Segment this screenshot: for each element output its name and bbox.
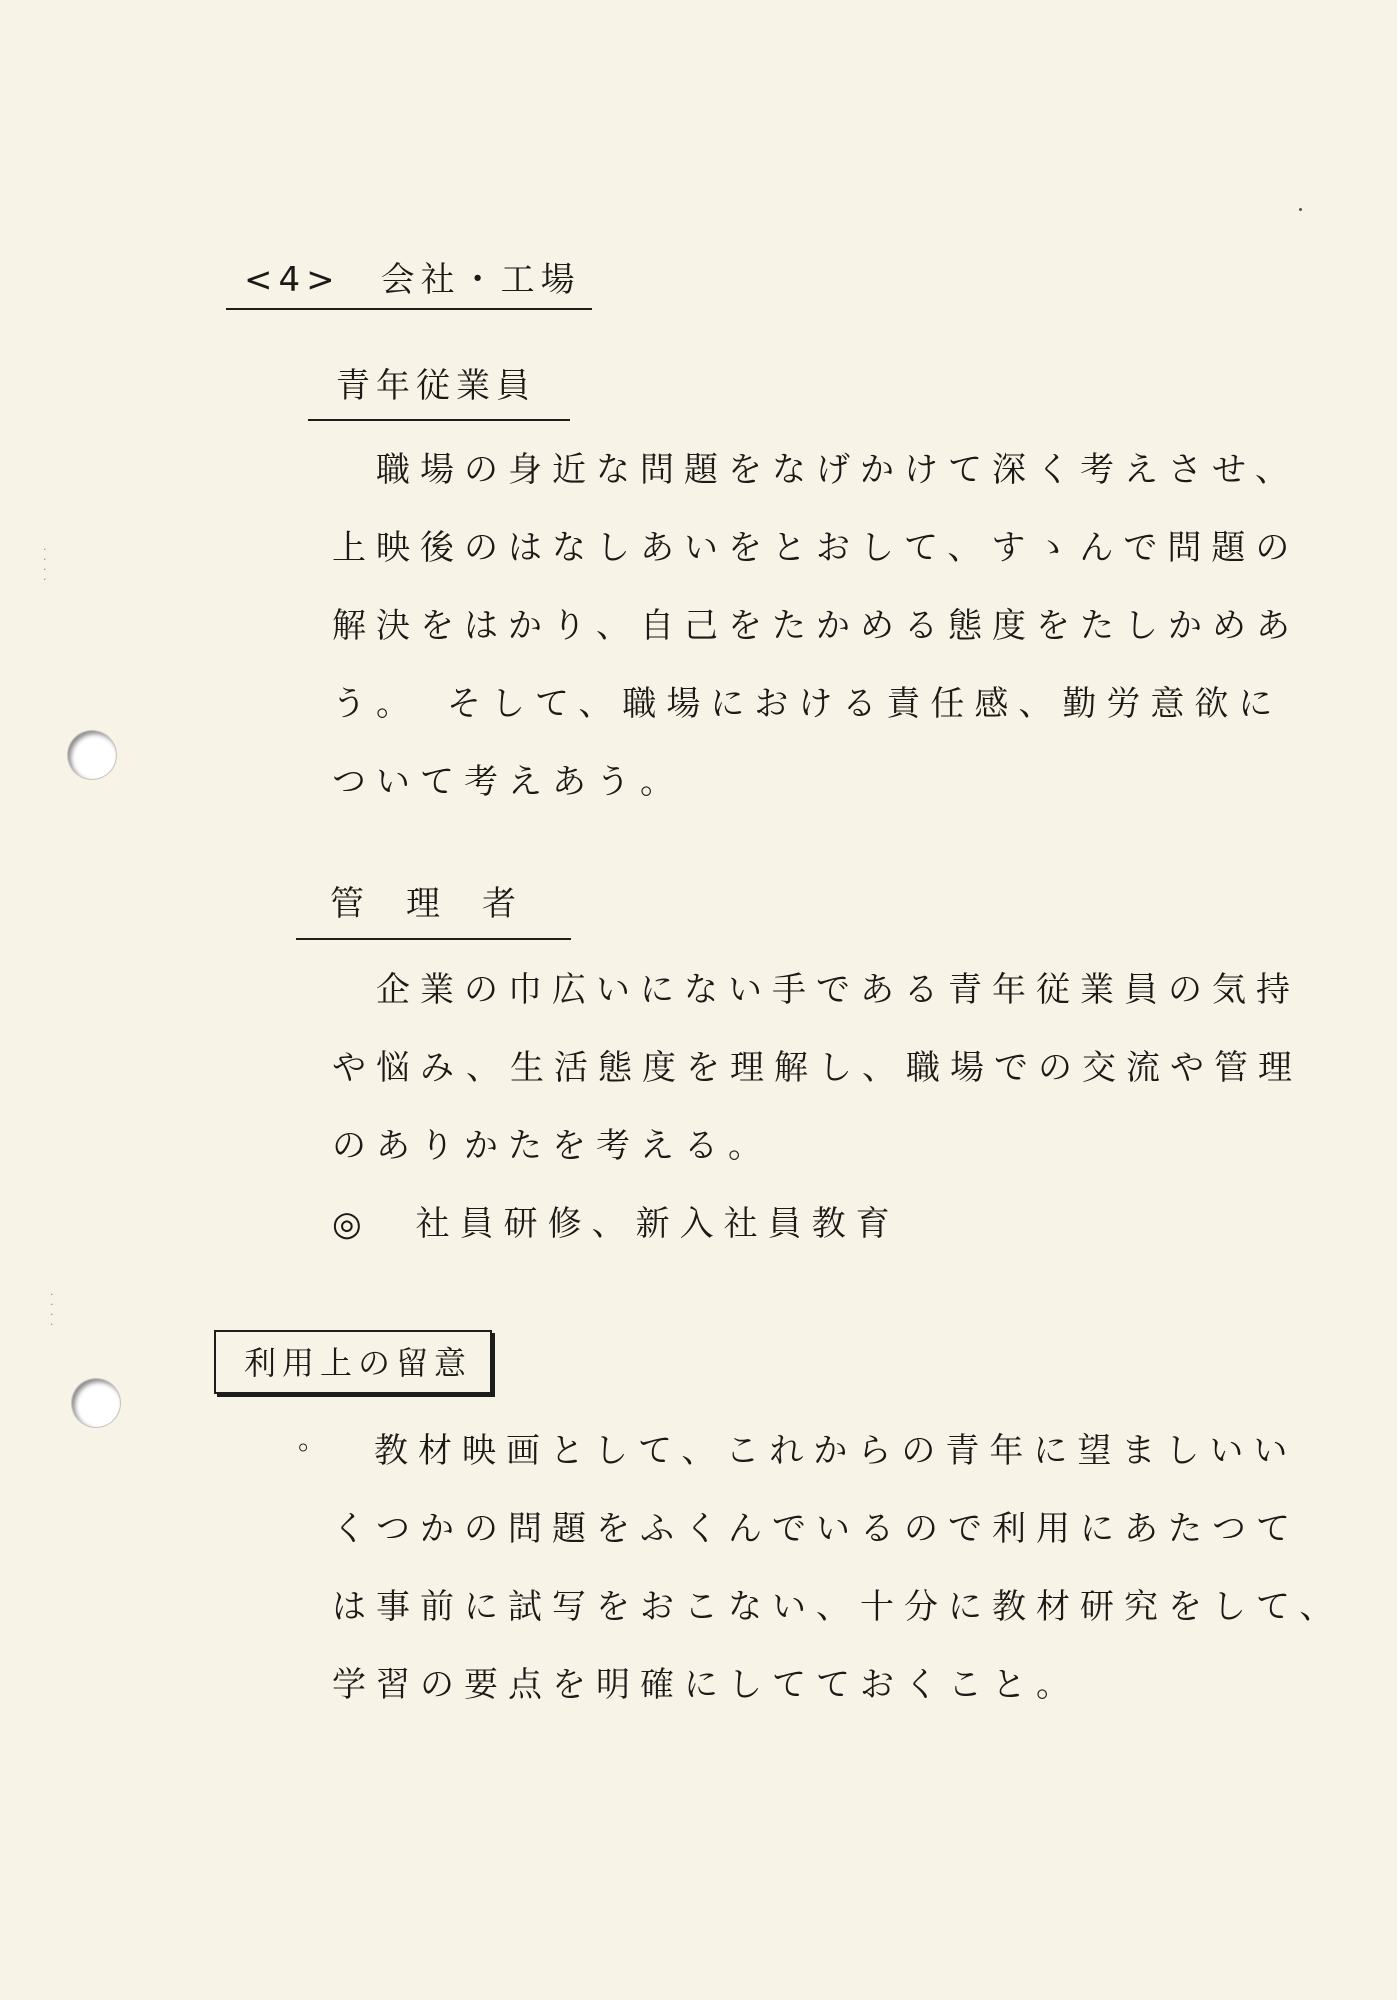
punch-hole xyxy=(68,731,116,779)
section-heading: <4> 会社・工場 xyxy=(244,260,581,300)
scan-specks: · · · · xyxy=(50,1288,54,1331)
subsection-heading-young-employees: 青年従業員 xyxy=(336,366,536,406)
text-line: は事前に試写をおこない、十分に教材研究をして、 xyxy=(332,1587,1344,1627)
text-line: のありかたを考える。 xyxy=(332,1126,772,1166)
text-line: う。 そして、職場における責任感、勤労意欲に xyxy=(332,684,1283,724)
text-line: や悩み、生活態度を理解し、職場での交流や管理 xyxy=(332,1048,1303,1088)
section-heading-underline xyxy=(226,308,592,310)
text-line: 教材映画として、これからの青年に望ましいい xyxy=(374,1431,1298,1471)
text-line: くつかの問題をふくんでいるので利用にあたつて xyxy=(332,1509,1300,1549)
subsection-heading-managers: 管 理 者 xyxy=(330,884,520,924)
subsection-underline xyxy=(296,938,571,940)
scan-dot xyxy=(1299,208,1302,211)
scan-specks: · · · · xyxy=(43,543,47,586)
usage-notes-heading-box: 利用上の留意 xyxy=(214,1330,492,1394)
punch-hole xyxy=(72,1379,120,1427)
paragraph-young-employees xyxy=(332,431,1300,821)
subsection-underline xyxy=(308,419,570,421)
paragraph-usage-notes xyxy=(332,1412,1343,1724)
text-line: 企業の巾広いにない手である青年従業員の気持 xyxy=(332,970,1300,1010)
text-line: ◎ 社員研修、新入社員教育 xyxy=(332,1204,900,1244)
text-line: 上映後のはなしあいをとおして、すゝんで問題の xyxy=(332,528,1300,568)
text-line: 解決をはかり、自己をたかめる態度をたしかめあ xyxy=(332,606,1300,646)
text-line: 学習の要点を明確にしてておくこと。 xyxy=(332,1665,1080,1705)
text-line: 職場の身近な問題をなげかけて深く考えさせ、 xyxy=(332,450,1299,490)
paragraph-managers xyxy=(332,951,1302,1263)
text-line: ついて考えあう。 xyxy=(332,762,684,802)
bullet-mark: 。 xyxy=(298,1423,327,1456)
